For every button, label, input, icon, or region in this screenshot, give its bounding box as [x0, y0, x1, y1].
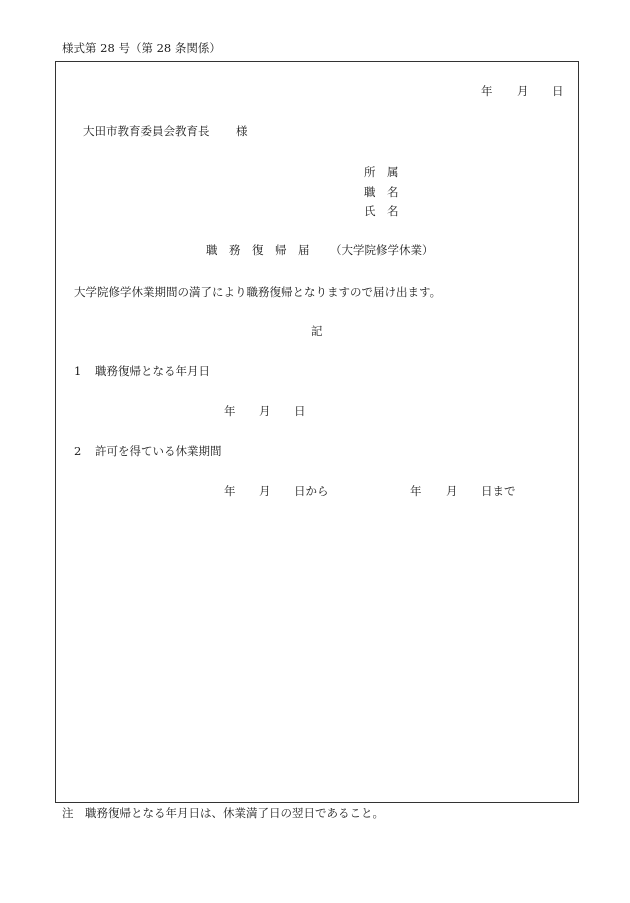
- form-frame: [55, 61, 579, 803]
- name-label: 氏 名: [364, 204, 399, 218]
- item-2-from-month: 月: [259, 484, 271, 498]
- date-day-label: 日: [552, 84, 564, 98]
- affiliation-label: 所 属: [364, 165, 399, 179]
- item-2-to-year: 年: [410, 484, 422, 498]
- position-label: 職 名: [364, 185, 399, 199]
- item-2-label: 許可を得ている休業期間: [95, 444, 222, 458]
- addressee-name: 大田市教育委員会教育長: [83, 124, 210, 138]
- item-1-number: 1: [74, 364, 82, 378]
- addressee-honorific: 様: [236, 124, 248, 138]
- item-2-to-day: 日まで: [481, 484, 516, 498]
- ki-heading: 記: [311, 324, 323, 338]
- date-month-label: 月: [517, 84, 529, 98]
- item-2-to-month: 月: [446, 484, 458, 498]
- item-1-day: 日: [294, 404, 306, 418]
- item-2-from-year: 年: [224, 484, 236, 498]
- document-subtitle: （大学院修学休業）: [330, 243, 434, 257]
- item-1-label: 職務復帰となる年月日: [95, 364, 210, 378]
- date-year-label: 年: [481, 84, 493, 98]
- item-2-number: 2: [74, 444, 82, 458]
- footnote: 注 職務復帰となる年月日は、休業満了日の翌日であること。: [62, 806, 384, 820]
- form-number: 様式第 28 号（第 28 条関係）: [62, 41, 221, 55]
- item-1-month: 月: [259, 404, 271, 418]
- item-1-year: 年: [224, 404, 236, 418]
- item-2-from-day: 日から: [294, 484, 329, 498]
- document-title: 職 務 復 帰 届: [206, 243, 310, 257]
- body-text: 大学院修学休業期間の満了により職務復帰となりますので届け出ます。: [74, 285, 442, 299]
